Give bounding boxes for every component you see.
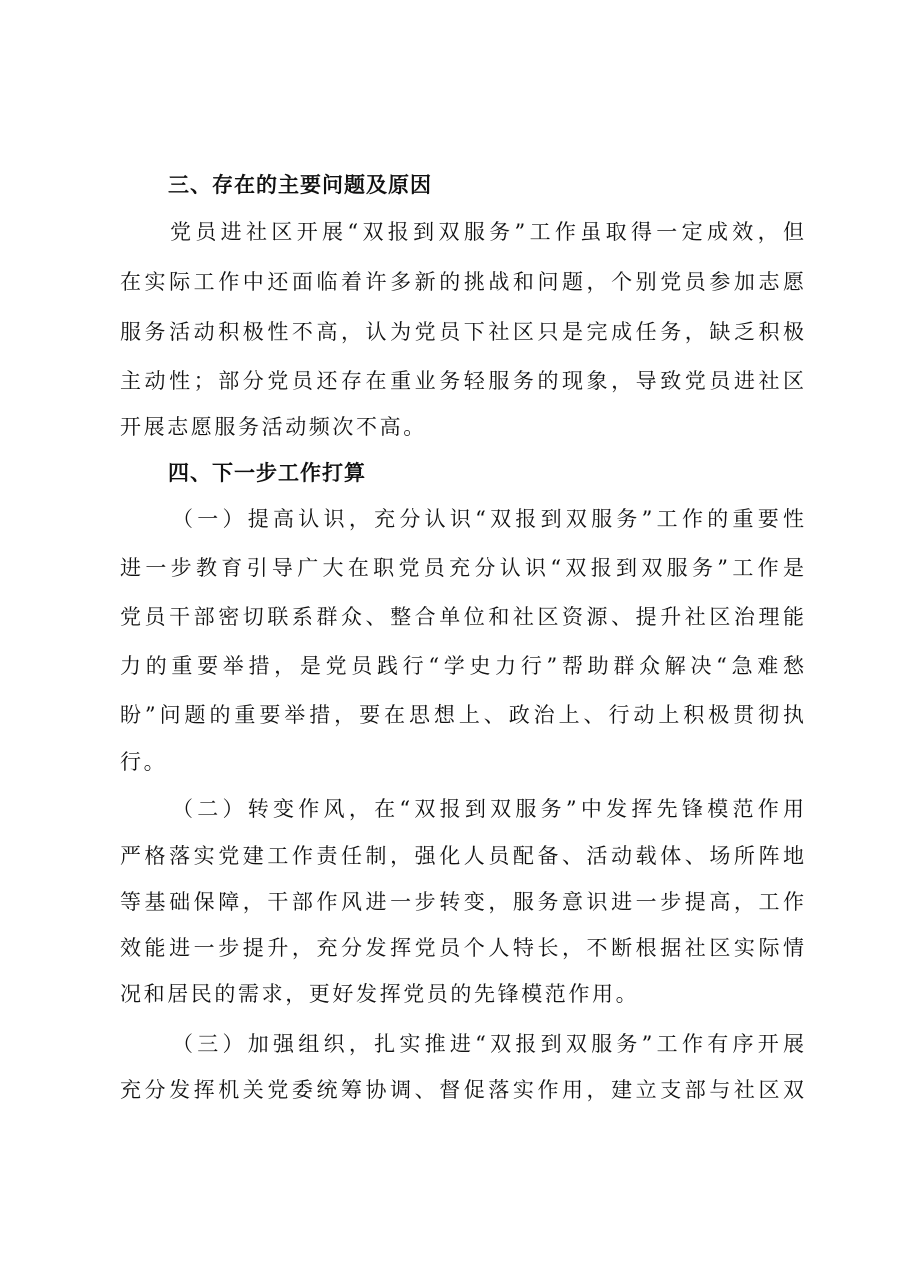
item-2-title: （二）转变作风，在“双报到双服务”中发挥先锋模范作用: [172, 797, 804, 821]
item-1-line-1: 进一步教育引导广大在职党员充分认识“双报到双服务”工作是: [120, 556, 804, 580]
item-2-line-2: 等基础保障，干部作风进一步转变，服务意识进一步提高，工作: [120, 890, 804, 914]
item-3-title: （三）加强组织，扎实推进“双报到双服务”工作有序开展: [172, 1032, 804, 1056]
item-1-line-2: 党员干部密切联系群众、整合单位和社区资源、提升社区治理能: [120, 605, 804, 629]
item-1-title: （一）提高认识，充分认识“双报到双服务”工作的重要性: [172, 507, 804, 531]
section-3-line-4: 主动性；部分党员还存在重业务轻服务的现象，导致党员进社区: [120, 369, 804, 393]
item-1-line-3: 力的重要举措，是党员践行“学史力行”帮助群众解决“急难愁: [120, 654, 804, 678]
section-3-line-2: 在实际工作中还面临着许多新的挑战和问题，个别党员参加志愿: [120, 270, 804, 294]
item-2-line-4: 况和居民的需求，更好发挥党员的先锋模范作用。: [120, 982, 640, 1006]
item-3-line-1: 充分发挥机关党委统筹协调、督促落实作用，建立支部与社区双: [120, 1078, 804, 1102]
section-4-heading: 四、下一步工作打算: [168, 461, 366, 485]
item-1-line-4: 盼”问题的重要举措，要在思想上、政治上、行动上积极贯彻执: [120, 703, 804, 727]
item-1-line-5: 行。: [120, 750, 168, 774]
section-3-heading: 三、存在的主要问题及原因: [168, 173, 432, 197]
item-2-line-3: 效能进一步提升，充分发挥党员个人特长，不断根据社区实际情: [120, 936, 804, 960]
section-3-line-5: 开展志愿服务活动频次不高。: [120, 415, 427, 439]
item-2-line-1: 严格落实党建工作责任制，强化人员配备、活动载体、场所阵地: [120, 844, 804, 868]
section-3-line-3: 服务活动积极性不高，认为党员下社区只是完成任务，缺乏积极: [120, 320, 804, 344]
section-3-line-1: 党员进社区开展“双报到双服务”工作虽取得一定成效，但: [170, 220, 804, 244]
